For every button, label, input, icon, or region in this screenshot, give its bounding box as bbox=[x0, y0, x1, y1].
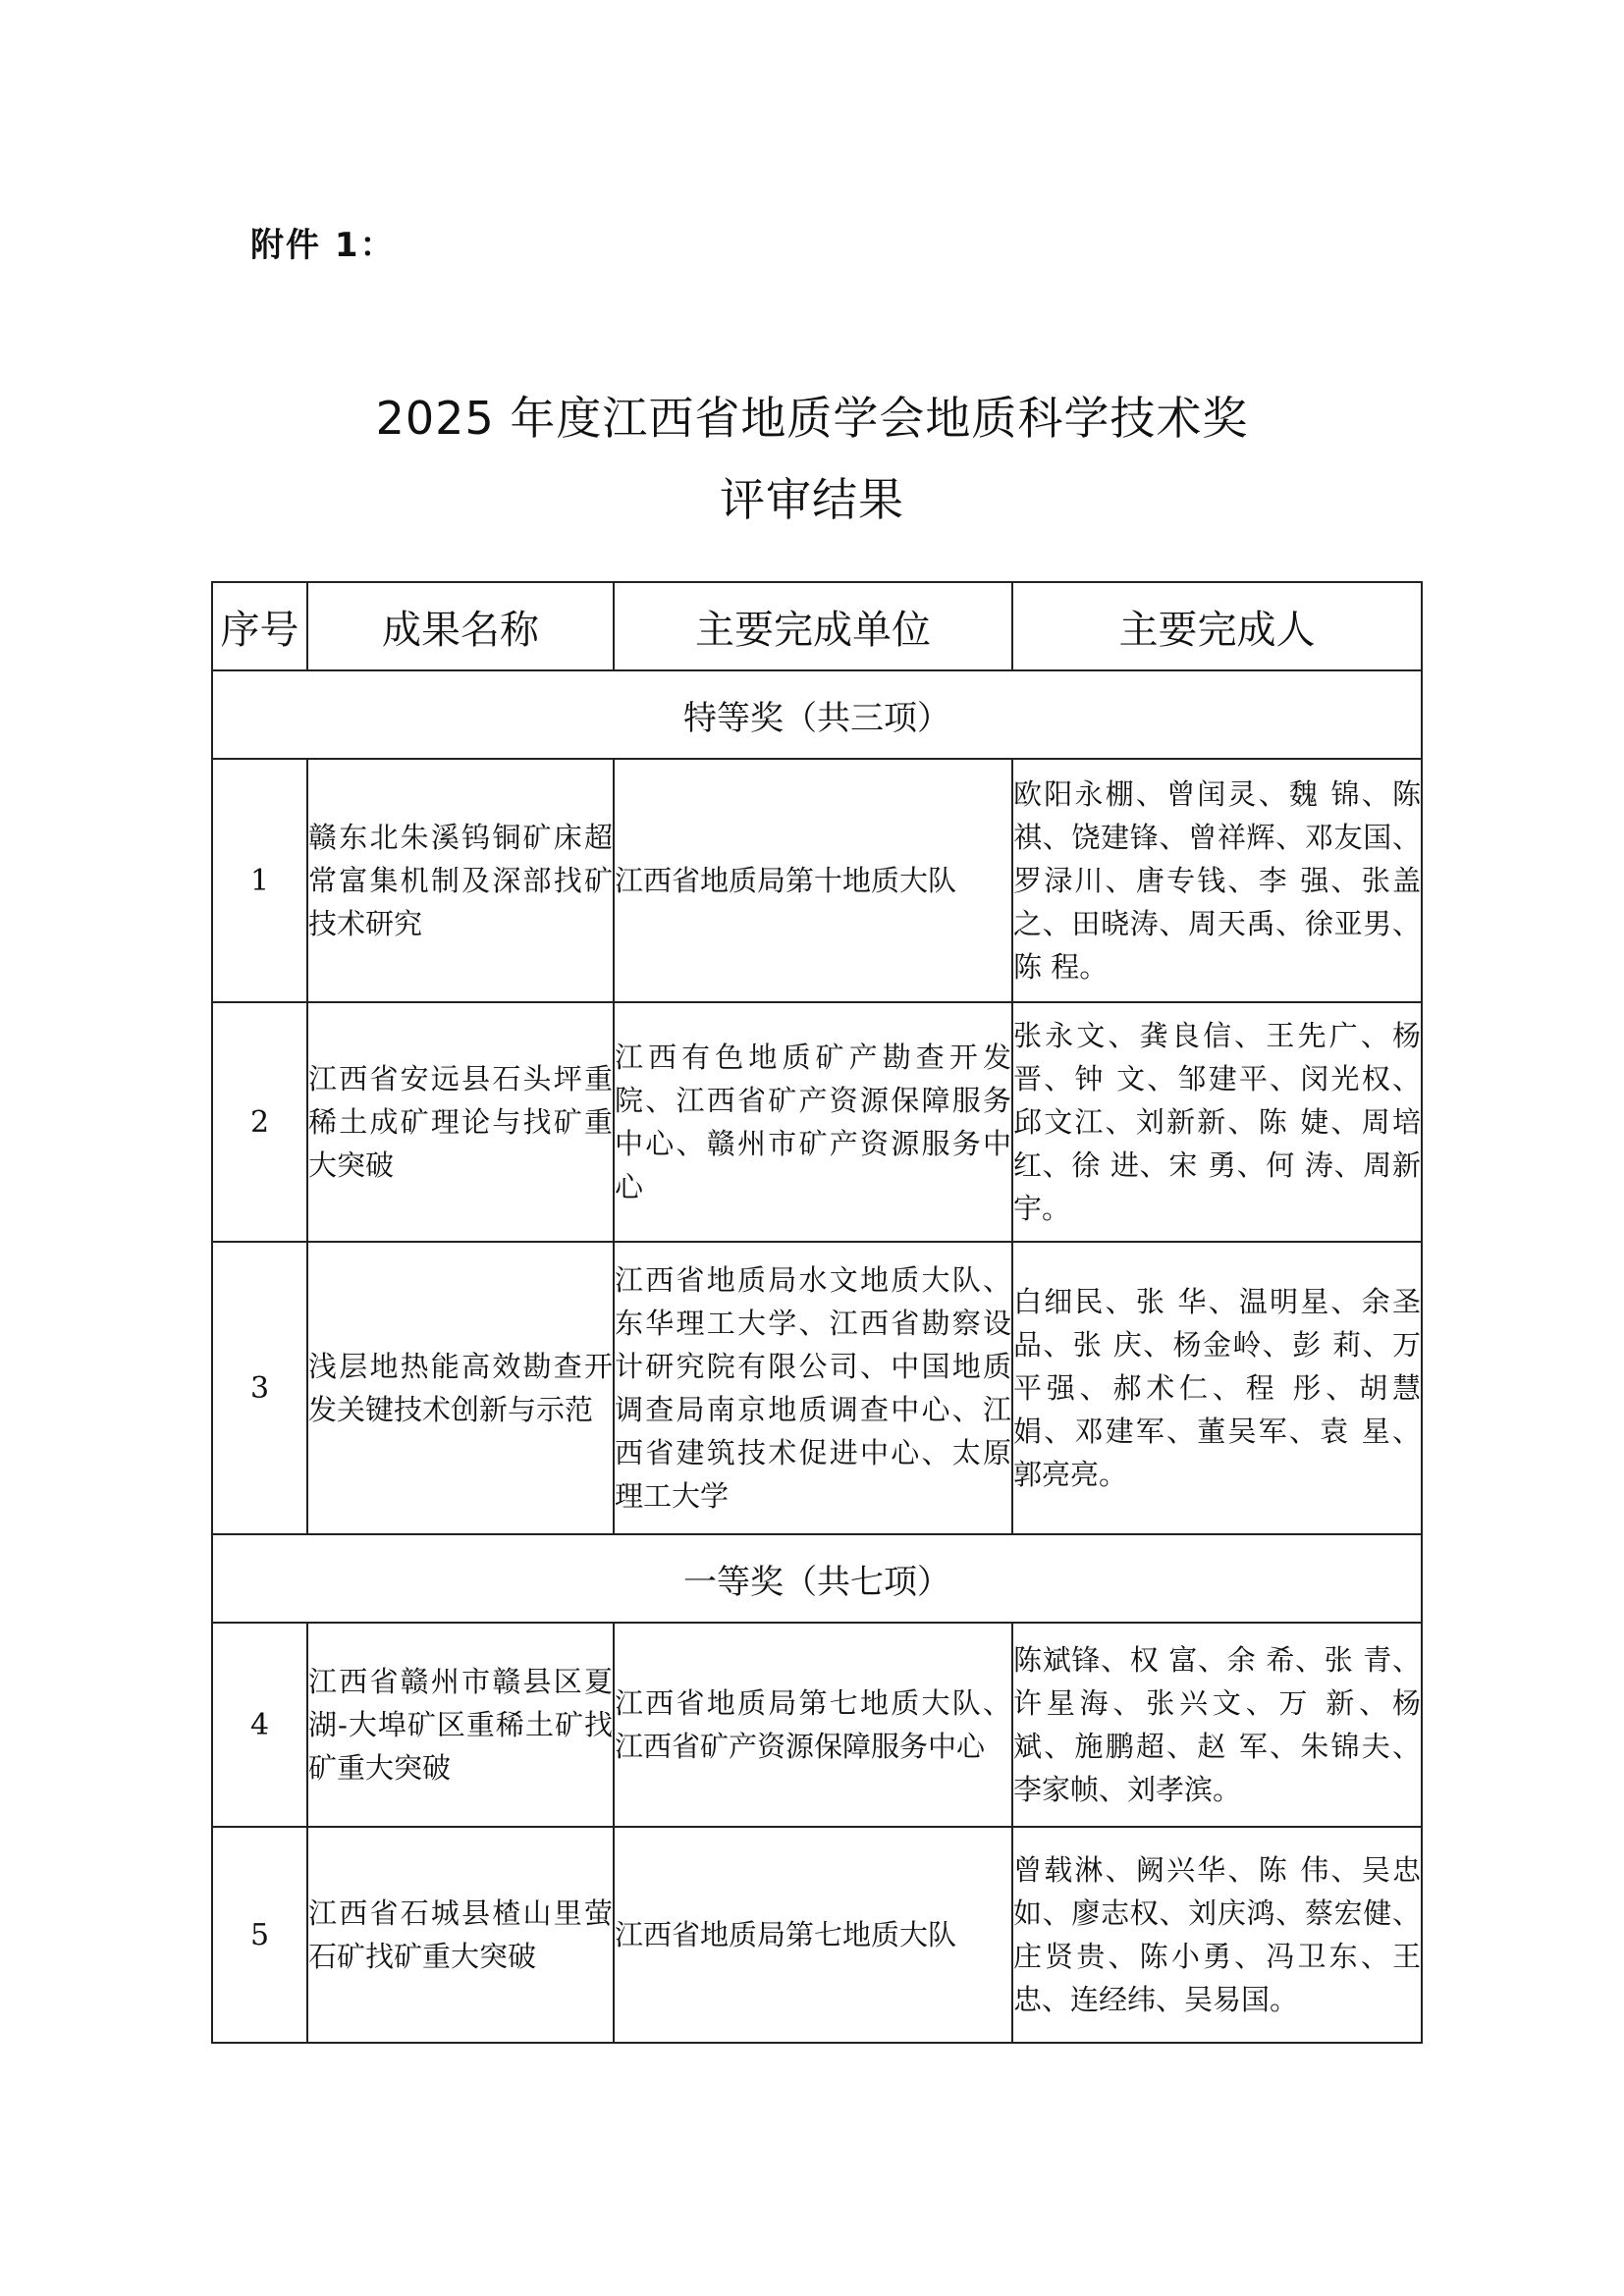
section-title: 特等奖（共三项） bbox=[212, 670, 1422, 759]
main-contributors: 张永文、龚良信、王先广、杨 晋、钟 文、邹建平、闵光权、邱文江、刘新新、陈 婕、周培红、徐 进、宋 勇、何 涛、周新宇。 bbox=[1012, 1002, 1422, 1242]
table-row bbox=[212, 1002, 1422, 1242]
completion-unit: 江西省地质局水文地质大队、东华理工大学、江西省勘察设计研究院有限公司、中国地质调查局南京地质调查中心、江西省建筑技术促进中心、太原理工大学 bbox=[614, 1242, 1012, 1534]
row-number: 4 bbox=[212, 1623, 307, 1827]
completion-unit: 江西省地质局第十地质大队 bbox=[614, 759, 1012, 1002]
document-subtitle: 评审结果 bbox=[720, 473, 904, 526]
table-header-row bbox=[212, 582, 1422, 670]
completion-unit: 江西有色地质矿产勘查开发院、江西省矿产资源保障服务中心、赣州市矿产资源服务中心 bbox=[614, 1002, 1012, 1242]
main-contributors: 曾载淋、阙兴华、陈 伟、吴忠如、廖志权、刘庆鸿、蔡宏健、庄贤贵、陈小勇、冯卫东、王 忠、连经纬、吴易国。 bbox=[1012, 1827, 1422, 2043]
header-serial: 序号 bbox=[212, 582, 307, 670]
awards-table bbox=[211, 581, 1423, 2044]
achievement-name: 江西省赣州市赣县区夏湖-大埠矿区重稀土矿找矿重大突破 bbox=[307, 1623, 614, 1827]
row-number: 1 bbox=[212, 759, 307, 1002]
achievement-name: 江西省安远县石头坪重稀土成矿理论与找矿重大突破 bbox=[307, 1002, 614, 1242]
section-row-first bbox=[212, 1534, 1422, 1623]
row-number: 2 bbox=[212, 1002, 307, 1242]
achievement-name: 赣东北朱溪钨铜矿床超常富集机制及深部找矿技术研究 bbox=[307, 759, 614, 1002]
completion-unit: 江西省地质局第七地质大队、江西省矿产资源保障服务中心 bbox=[614, 1623, 1012, 1827]
main-contributors: 欧阳永棚、曾闰灵、魏 锦、陈 祺、饶建锋、曾祥辉、邓友国、罗渌川、唐专钱、李 强、张盖之、田晓涛、周天禹、徐亚男、陈 程。 bbox=[1012, 759, 1422, 1002]
document-title: 2025 年度江西省地质学会地质科学技术奖 bbox=[375, 392, 1249, 445]
completion-unit: 江西省地质局第七地质大队 bbox=[614, 1827, 1012, 2043]
table-row bbox=[212, 759, 1422, 1002]
row-number: 5 bbox=[212, 1827, 307, 2043]
section-title: 一等奖（共七项） bbox=[212, 1534, 1422, 1623]
table-row bbox=[212, 1827, 1422, 2043]
row-number: 3 bbox=[212, 1242, 307, 1534]
table-row bbox=[212, 1623, 1422, 1827]
header-unit: 主要完成单位 bbox=[614, 582, 1012, 670]
achievement-name: 浅层地热能高效勘查开发关键技术创新与示范 bbox=[307, 1242, 614, 1534]
main-contributors: 陈斌锋、权 富、余 希、张 青、许星海、张兴文、万 新、杨 斌、施鹏超、赵 军、朱锦夫、李家帧、刘孝滨。 bbox=[1012, 1623, 1422, 1827]
header-people: 主要完成人 bbox=[1012, 582, 1422, 670]
achievement-name: 江西省石城县楂山里萤石矿找矿重大突破 bbox=[307, 1827, 614, 2043]
section-row-special bbox=[212, 670, 1422, 759]
header-achievement: 成果名称 bbox=[307, 582, 614, 670]
table-row bbox=[212, 1242, 1422, 1534]
main-contributors: 白细民、张 华、温明星、余圣品、张 庆、杨金岭、彭 莉、万平强、郝术仁、程 彤、胡慧娟、邓建军、董吴军、袁 星、郭亮亮。 bbox=[1012, 1242, 1422, 1534]
attachment-label: 附件 1： bbox=[250, 226, 396, 265]
